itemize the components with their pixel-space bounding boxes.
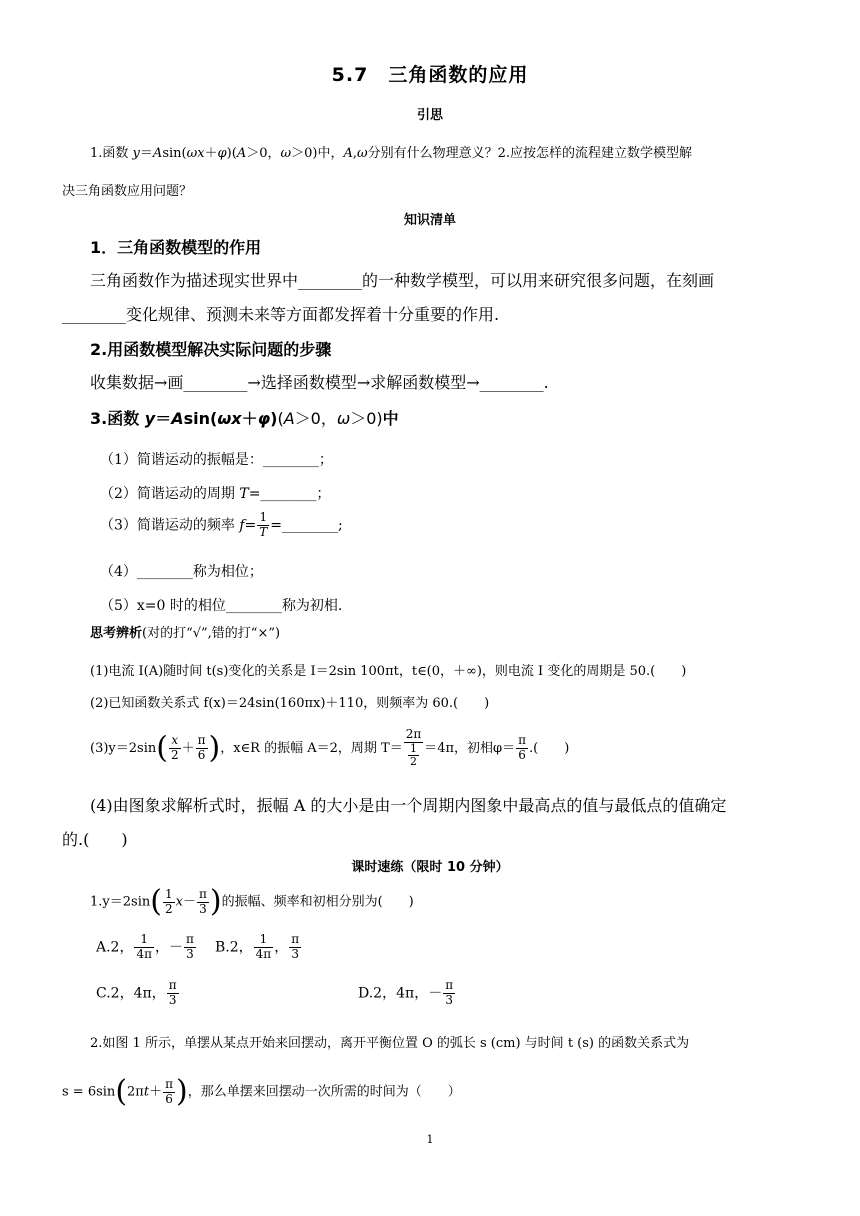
intro-question-1: 1.函数 y＝Asin(ωx＋φ)(A＞0，ω＞0)中，A,ω分别有什么物理意义？2.应按怎样的流程建立数学模型解 [90, 146, 692, 161]
page-title: 5.7 三角函数的应用 [331, 64, 529, 86]
section-1-line-2: ________变化规律、预测未来等方面都发挥着十分重要的作用. [62, 305, 500, 324]
knowledge-heading: 知识清单 [403, 213, 456, 228]
practice-question-2-line-2: s = 6sin(2πt＋ $\frac{\pi}{6}$ )，那么单摆来回摆动一次所需的时间为（ ） [62, 1074, 461, 1109]
think-question-3: (3)y＝2sin( $\frac{x}{2}$ ＋ $\frac{\pi}{6}$ )，x∈R 的振幅 A＝2，周期 T＝ $\frac{2\pi}{\frac{1}{2}}$ ＝4π，初相φ＝ $\frac{\pi}{6}$ .( ) [90, 727, 570, 769]
item-frequency: （3）简谐运动的频率 f= $\frac{1}{T}$ =________; [100, 510, 343, 539]
option-b: B.2， $\frac{1}{4\pi}$ ， $\frac{\pi}{3}$ [215, 932, 300, 961]
intro-question-2: 决三角函数应用问题？ [62, 184, 193, 199]
fraction-one-over-t: $\frac{1}{T}$ [259, 510, 268, 539]
think-question-2: (2)已知函数关系式 f(x)＝24sin(160πx)＋110，则频率为 60.( ) [90, 696, 490, 711]
option-c: C.2，4π， $\frac{\pi}{3}$ [96, 978, 177, 1007]
section-1-line-1: 三角函数作为描述现实世界中________的一种数学模型，可以用来研究很多问题，在刻画 [90, 271, 715, 290]
practice-question-1: 1.y＝2sin( $\frac{1}{2}$ x－ $\frac{\pi}{3}$ )的振幅、频率和初相分别为( ) [90, 884, 414, 919]
think-question-4-line-2: 的.( ) [62, 830, 128, 849]
option-d: D.2，4π，－ $\frac{\pi}{3}$ [358, 978, 454, 1007]
intro-heading: 引思 [416, 108, 443, 123]
think-question-4-line-1: (4)由图象求解析式时，振幅 A 的大小是由一个周期内图象中最高点的值与最低点的值确定 [90, 796, 727, 815]
item-phase: （4）________称为相位； [100, 564, 263, 580]
item-amplitude: （1）简谐运动的振幅是：________； [100, 452, 333, 468]
item-initial-phase: （5）x=0 时的相位________称为初相. [100, 598, 343, 614]
section-2-line-1: 收集数据→画________→选择函数模型→求解函数模型→________. [90, 373, 549, 392]
think-question-1: (1)电流 I(A)随时间 t(s)变化的关系是 I＝2sin 100πt，t∈(0，＋∞)，则电流 I 变化的周期是 50.( ) [90, 664, 687, 679]
practice-question-2-line-1: 2.如图 1 所示，单摆从某点开始来回摆动，离开平衡位置 O 的弧长 s (cm) 与时间 t (s) 的函数关系式为 [90, 1036, 690, 1051]
practice-heading: 课时速练（限时 10 分钟） [351, 860, 509, 875]
section-1-title: 1．三角函数模型的作用 [90, 238, 262, 257]
option-a: A.2， $\frac{1}{4\pi}$ ，－ $\frac{\pi}{3}$ [96, 932, 194, 961]
section-3-title: 3.函数 y＝Asin(ωx＋φ)(A＞0，ω＞0)中 [90, 409, 399, 428]
page-number: 1 [426, 1133, 434, 1146]
think-heading: 思考辨析(对的打“√”,错的打“×”) [90, 626, 281, 641]
item-period: （2）简谐运动的周期 T=________； [100, 486, 331, 502]
section-2-title: 2.用函数模型解决实际问题的步骤 [90, 340, 332, 359]
